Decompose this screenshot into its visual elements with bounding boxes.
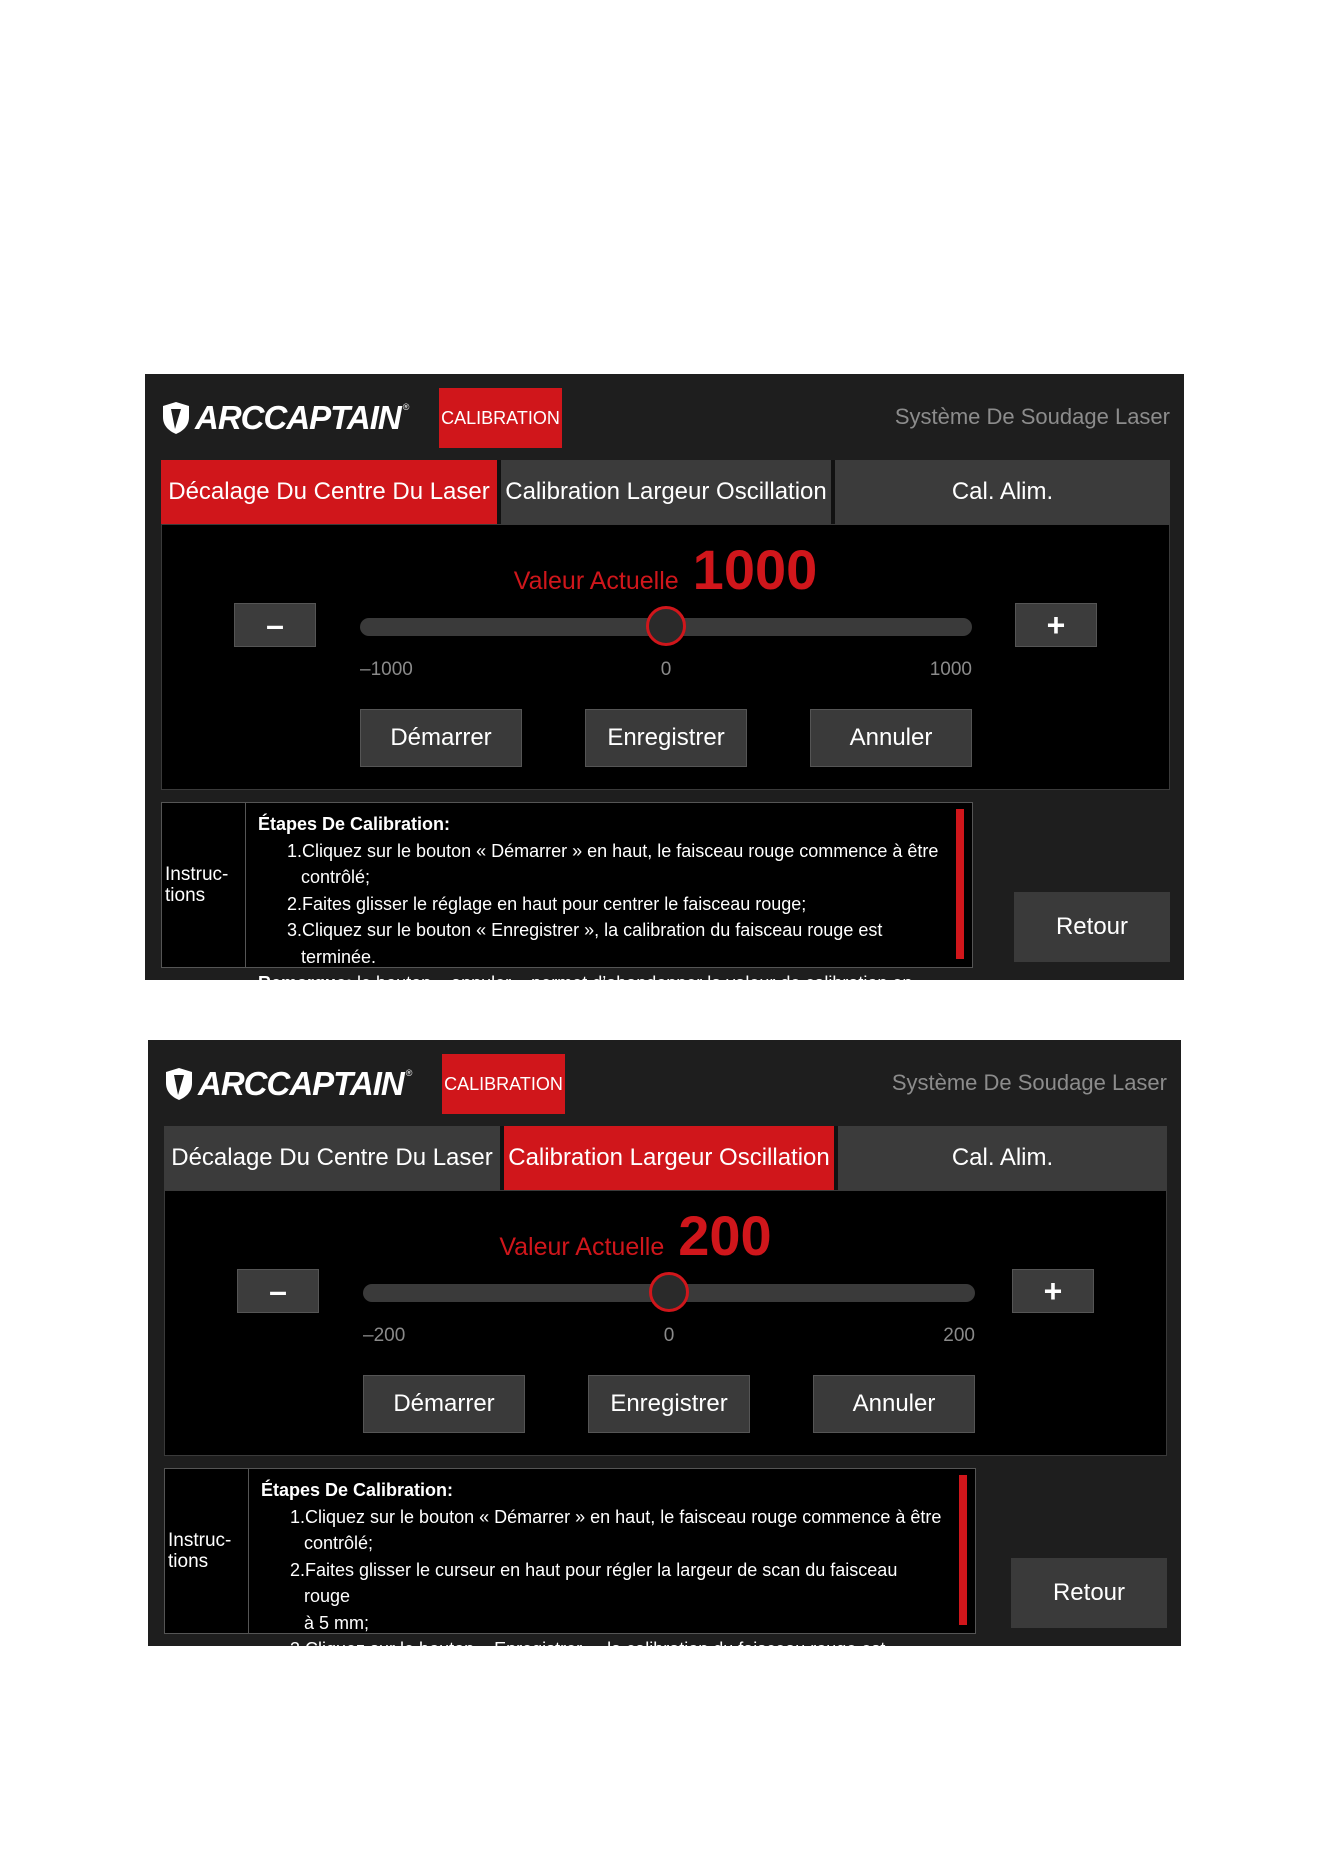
instructions-label	[165, 1469, 249, 1633]
calibration-badge: CALIBRATION	[439, 388, 562, 448]
calibration-content	[164, 1190, 1167, 1456]
calibration-badge: CALIBRATION	[442, 1054, 565, 1114]
current-value-label: Valeur Actuelle	[499, 1233, 665, 1261]
instruction-note	[258, 970, 942, 1023]
slider-track[interactable]	[360, 618, 972, 636]
instruction-line: 3.Cliquez sur le bouton « Enregistrer », la calibration du faisceau rouge est terminée.	[287, 920, 883, 967]
tab-bar	[164, 1126, 1167, 1190]
slider-mid-label: 0	[660, 659, 672, 680]
registered-mark: ®	[402, 402, 410, 412]
tab-power-calibration[interactable]: Cal. Alim.	[838, 1126, 1167, 1190]
current-value-label: Valeur Actuelle	[513, 567, 679, 595]
arccaptain-logo	[161, 400, 409, 436]
back-button[interactable]: Retour	[1014, 892, 1170, 962]
instructions-label	[162, 803, 246, 967]
current-value-display	[165, 1203, 1166, 1268]
instruction-line: 2.Faites glisser le réglage en haut pour centrer le faisceau rouge;	[287, 893, 807, 914]
decrement-button[interactable]: –	[237, 1269, 319, 1313]
instruction-line: à 5 mm;	[304, 1612, 370, 1633]
start-button[interactable]: Démarrer	[360, 709, 522, 767]
note-label: Remarque:	[258, 973, 353, 993]
tab-bar	[161, 460, 1170, 524]
increment-button[interactable]: +	[1015, 603, 1097, 647]
save-button[interactable]: Enregistrer	[588, 1375, 750, 1433]
instructions-box	[164, 1468, 976, 1686]
instruction-line: contrôlé;	[301, 867, 371, 887]
instruction-line: 3.Cliquez sur le bouton « Enregistrer », la calibration du faisceau rouge est terminée.	[290, 1639, 886, 1686]
instruction-line: contrôlé;	[304, 1533, 374, 1553]
start-button[interactable]: Démarrer	[363, 1375, 525, 1433]
tab-power-calibration[interactable]: Cal. Alim.	[835, 460, 1170, 524]
system-title: Système De Soudage Laser	[891, 1070, 1167, 1095]
arccaptain-shield-icon	[164, 1067, 194, 1101]
cancel-button[interactable]: Annuler	[810, 709, 972, 767]
logo-text: ARCCAPTAIN	[195, 399, 401, 436]
registered-mark: ®	[405, 1068, 413, 1078]
slider-mid-label: 0	[663, 1325, 675, 1346]
tab-oscillation-width[interactable]: Calibration Largeur Oscillation	[500, 1126, 838, 1190]
instruction-line: 2.Faites glisser le curseur en haut pour régler la largeur de scan du faisceau rouge	[290, 1559, 898, 1606]
slider-knob[interactable]	[646, 606, 686, 646]
calibration-screen-laser-center	[145, 374, 1184, 1020]
instructions-label-line2: tions	[165, 885, 206, 906]
system-title: Système De Soudage Laser	[894, 404, 1170, 429]
instructions-text[interactable]	[246, 803, 972, 1020]
tab-laser-center-offset[interactable]: Décalage Du Centre Du Laser	[164, 1126, 500, 1190]
slider-knob[interactable]	[649, 1272, 689, 1312]
instruction-line: 1.Cliquez sur le bouton « Démarrer » en haut, le faisceau rouge commence à être	[290, 1506, 942, 1527]
instruction-line: 1.Cliquez sur le bouton « Démarrer » en haut, le faisceau rouge commence à être	[287, 840, 939, 861]
increment-button[interactable]: +	[1012, 1269, 1094, 1313]
tab-laser-center-offset[interactable]: Décalage Du Centre Du Laser	[161, 460, 497, 524]
slider-max-label: 200	[943, 1325, 975, 1346]
slider-min-label: –1000	[360, 659, 413, 680]
instructions-text[interactable]	[249, 1469, 975, 1686]
current-value: 1000	[692, 538, 818, 601]
note-text: le bouton « annuler » permet d’abandonner la valeur de calibration en cours.	[258, 973, 913, 1020]
instructions-label-line1: Instruc-	[165, 864, 229, 885]
tab-oscillation-width[interactable]: Calibration Largeur Oscillation	[497, 460, 835, 524]
slider-min-label: –200	[363, 1325, 406, 1346]
cancel-button[interactable]: Annuler	[813, 1375, 975, 1433]
back-button[interactable]: Retour	[1011, 1558, 1167, 1628]
instructions-label-line2: tions	[168, 1551, 209, 1572]
logo-text: ARCCAPTAIN	[198, 1065, 404, 1102]
arccaptain-logo	[164, 1066, 412, 1102]
arccaptain-shield-icon	[161, 401, 191, 435]
current-value: 200	[678, 1204, 772, 1267]
instructions-scrollbar[interactable]	[959, 1475, 967, 1625]
current-value-display	[162, 537, 1169, 602]
save-button[interactable]: Enregistrer	[585, 709, 747, 767]
slider-max-label: 1000	[929, 659, 972, 680]
slider-track[interactable]	[363, 1284, 975, 1302]
instructions-heading: Étapes De Calibration:	[258, 814, 451, 834]
instructions-box	[161, 802, 973, 1020]
calibration-screen-oscillation-width	[148, 1040, 1181, 1686]
instructions-heading: Étapes De Calibration:	[261, 1480, 454, 1500]
decrement-button[interactable]: –	[234, 603, 316, 647]
calibration-content	[161, 524, 1170, 790]
instructions-scrollbar[interactable]	[956, 809, 964, 959]
instructions-label-line1: Instruc-	[168, 1530, 232, 1551]
